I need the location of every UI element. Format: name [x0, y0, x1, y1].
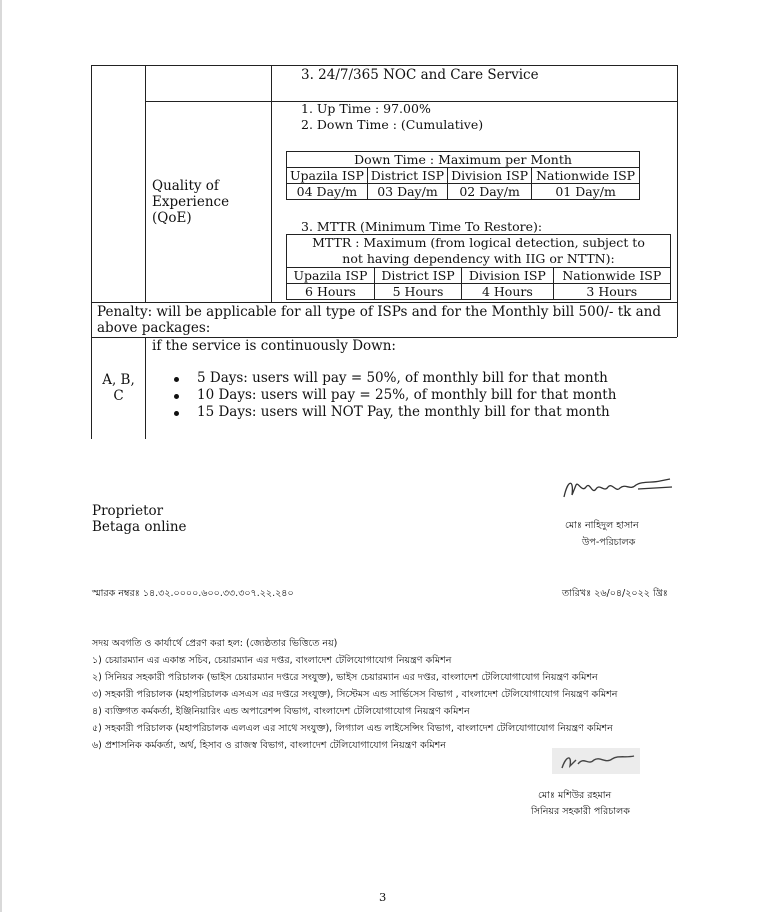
company-name: Betaga online	[92, 519, 187, 535]
downtime-table	[286, 151, 640, 200]
mttr-value: 3 Hours	[553, 284, 670, 300]
penalty-bullet: 5 Days: users will pay = 50%, of monthly bill for that month	[197, 370, 608, 386]
category-label-line: A, B,	[102, 372, 135, 388]
penalty-bullet: 10 Days: users will pay = 25%, of monthly bill for that month	[197, 387, 617, 403]
category-label	[92, 372, 145, 404]
signatory1-title: উপ-পরিচালক	[582, 537, 636, 548]
bullet-icon	[174, 394, 179, 399]
penalty-condition: if the service is continuously Down:	[152, 338, 396, 354]
copy-list	[92, 652, 617, 754]
mttr-header: Division ISP	[462, 268, 553, 284]
downtime-value: 04 Day/m	[287, 184, 368, 200]
page-edge	[0, 0, 2, 912]
downtime-header: District ISP	[367, 168, 447, 184]
penalty-line: Penalty: will be applicable for all type of ISPs and for the Monthly bill 500/- tk and	[97, 304, 661, 320]
downtime-value: 01 Day/m	[532, 184, 640, 200]
list-item: ১) চেয়ারম্যান এর একান্ত সচিব, চেয়ারম্যান এর দপ্তর, বাংলাদেশ টেলিযোগাযোগ নিয়ন্ত্রণ কমিশন	[92, 655, 452, 666]
signatory1-name: মোঃ নাহিদুল হাসান	[565, 520, 639, 531]
category-label-line: C	[113, 388, 124, 404]
list-item: ৪) ব্যক্তিগত কর্মকর্তা, ইঞ্জিনিয়ারিং এন্ড অপারেশন্স বিভাগ, বাংলাদেশ টেলিযোগাযোগ নিয়ন্ত্রণ কমিশন	[92, 706, 470, 717]
table-right-border	[677, 65, 678, 337]
penalty-text	[97, 304, 661, 336]
qoe-label-line: Quality of	[152, 178, 219, 194]
signatory2-name: মোঃ মশিউর রহমান	[538, 790, 612, 801]
mttr-table-title	[287, 235, 671, 268]
downtime-header: Nationwide ISP	[532, 168, 640, 184]
bullet-icon	[174, 377, 179, 382]
penalty-line: above packages:	[97, 320, 211, 336]
page-number: 3	[379, 890, 387, 904]
downtime-value: 03 Day/m	[367, 184, 447, 200]
penalty-bullet: 15 Days: users will NOT Pay, the monthly bill for that month	[197, 404, 610, 420]
table-top-border	[91, 65, 677, 66]
list-item: ৩) সহকারী পরিচালক (মহাপরিচালক এসএস এর দপ্তরে সংযুক্ত), সিস্টেমস এন্ড সার্ভিসেস বিভাগ , বাংলাদেশ টেলিযোগাযোগ নিয়ন্ত্রণ কমিশন	[92, 689, 618, 700]
qoe-label	[152, 178, 229, 226]
mttr-value: 6 Hours	[287, 284, 375, 300]
mttr-title-line: not having dependency with IIG or NTTN):	[342, 251, 615, 266]
downtime-value: 02 Day/m	[448, 184, 532, 200]
downtime-header: Division ISP	[448, 168, 532, 184]
downtime-table-title: Down Time : Maximum per Month	[287, 152, 640, 168]
proprietor-block	[92, 503, 187, 535]
uptime-item: 1. Up Time : 97.00%	[301, 101, 431, 116]
qoe-label-line: (QoE)	[152, 210, 192, 226]
downtime-header: Upazila ISP	[287, 168, 368, 184]
mttr-value: 4 Hours	[462, 284, 553, 300]
table-row-divider	[91, 302, 677, 303]
mttr-item: 3. MTTR (Minimum Time To Restore):	[301, 219, 543, 234]
table-col1-border	[145, 337, 146, 439]
copy-heading: সদয় অবগতি ও কার্যার্থে প্রেরণ করা হল: (জ্যেষ্ঠতার ভিত্তিতে নয়)	[92, 638, 338, 649]
signature-image	[560, 473, 680, 503]
proprietor-line: Proprietor	[92, 503, 164, 519]
signatory2-title: সিনিয়র সহকারী পরিচালক	[531, 806, 630, 817]
mttr-header: Upazila ISP	[287, 268, 375, 284]
downtime-item: 2. Down Time : (Cumulative)	[301, 117, 484, 132]
mttr-header: District ISP	[374, 268, 461, 284]
list-item: ৬) প্রশাসনিক কর্মকর্তা, অর্থ, হিসাব ও রাজস্ব বিভাগ, বাংলাদেশ টেলিযোগাযোগ নিয়ন্ত্রণ কমিশন	[92, 740, 446, 751]
mttr-table	[286, 234, 671, 300]
memo-ref: স্মারক নম্বরঃ ১৪.৩২.০০০০.৬০০.৩৩.৩০৭.২২.২৪০	[92, 588, 294, 599]
qoe-label-line: Experience	[152, 194, 230, 210]
signature-image	[556, 750, 640, 774]
memo-date: তারিখঃ ২৬/০৪/২০২২ খ্রিঃ	[562, 588, 668, 599]
service-item: 3. 24/7/365 NOC and Care Service	[301, 67, 539, 83]
mttr-header: Nationwide ISP	[553, 268, 670, 284]
list-item: ২) সিনিয়র সহকারী পরিচালক (ভাইস চেয়ারম্যান দপ্তরে সংযুক্ত), ভাইস চেয়ারম্যান এর দপ্তর, বাংলাদেশ টেলিযোগাযোগ নিয়ন্ত্রণ কমিশন	[92, 672, 598, 683]
list-item: ৫) সহকারী পরিচালক (মহাপরিচালক এলএল এর সাথে সংযুক্ত), লিগ্যাল এন্ড লাইসেন্সিং বিভাগ, বাংলাদেশ টেলিযোগাযোগ নিয়ন্ত্রণ কমিশন	[92, 723, 613, 734]
mttr-value: 5 Hours	[374, 284, 461, 300]
bullet-icon	[174, 411, 179, 416]
mttr-title-line: MTTR : Maximum (from logical detection, subject to	[312, 235, 645, 250]
